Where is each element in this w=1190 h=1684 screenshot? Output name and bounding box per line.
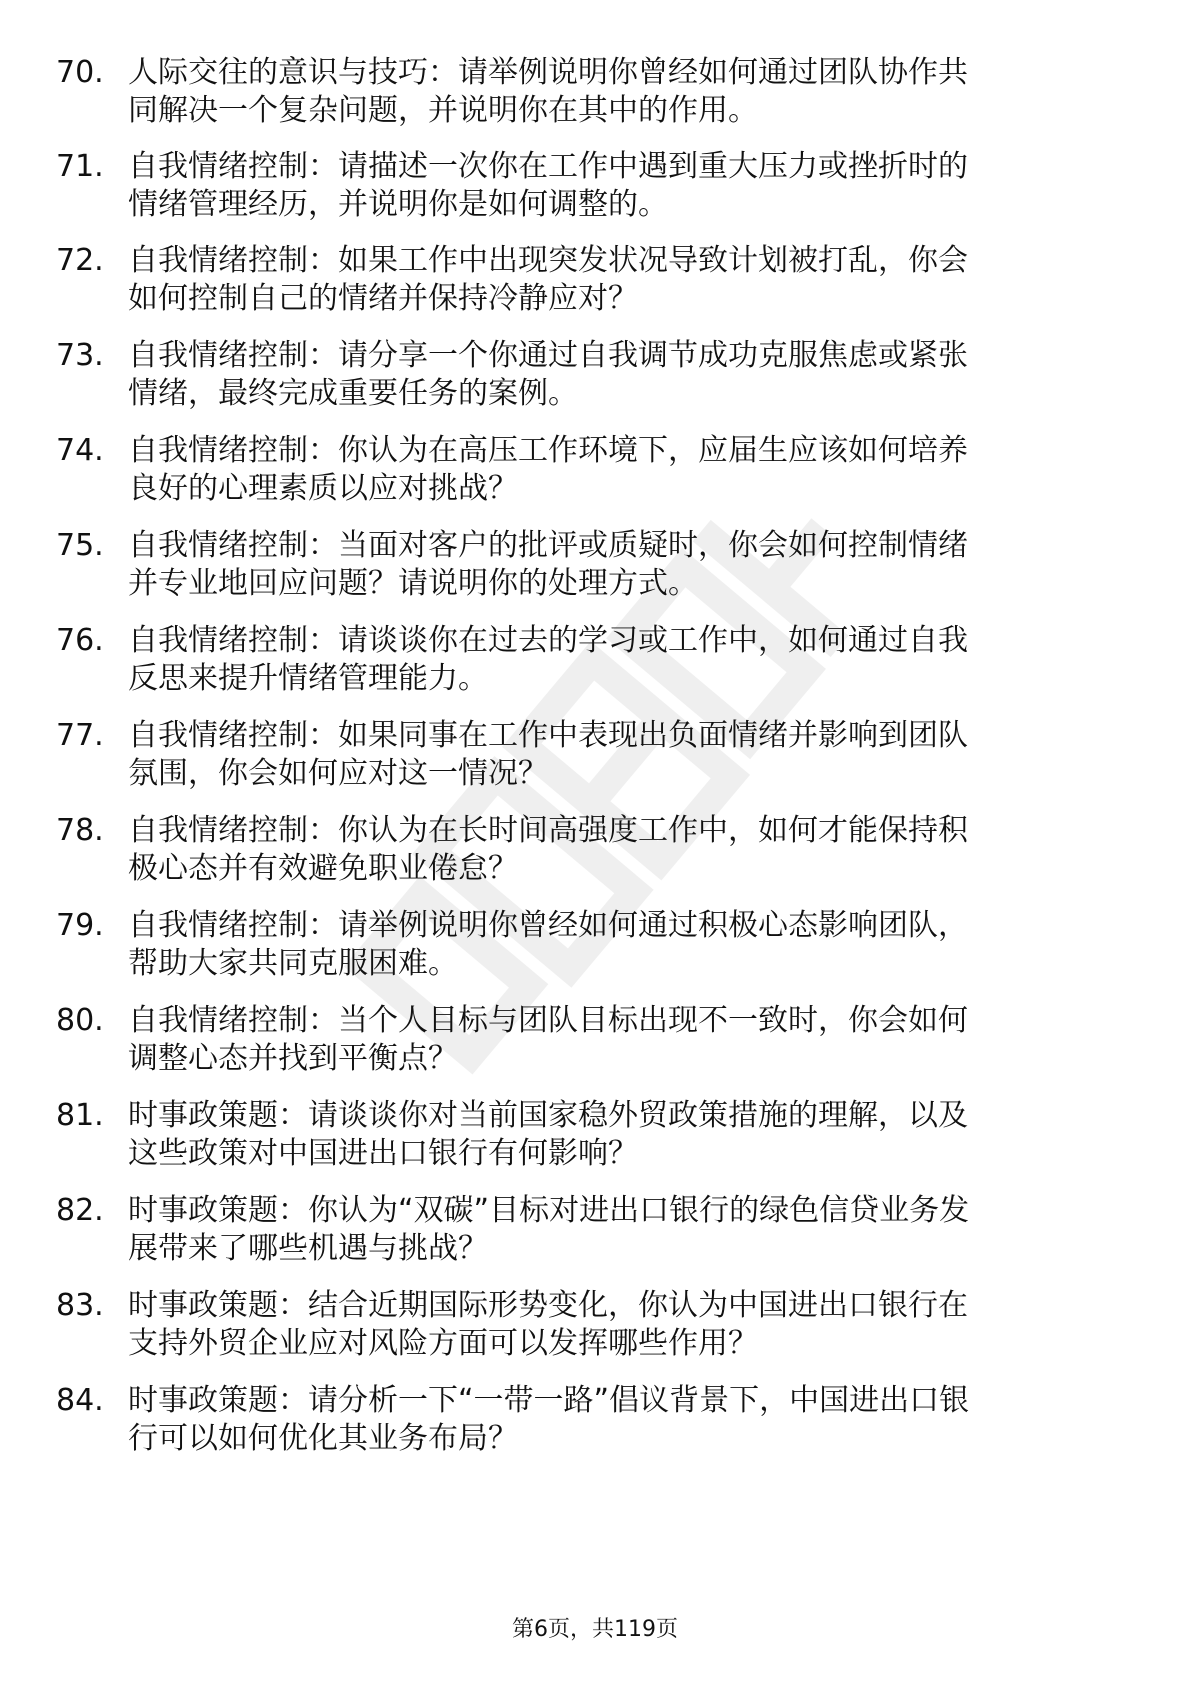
question-text: 时事政策题：结合近期国际形势变化，你认为中国进出口银行在 支持外贸企业应对风险方面可以发挥哪些作用？ bbox=[128, 1288, 968, 1361]
question-number: 78. bbox=[56, 813, 104, 848]
question-text: 人际交往的意识与技巧：请举例说明你曾经如何通过团队协作共 同解决一个复杂问题，并说明你在其中的作用。 bbox=[128, 55, 968, 128]
question-text: 自我情绪控制：你认为在长时间高强度工作中，如何才能保持积 极心态并有效避免职业倦怠？ bbox=[128, 813, 968, 886]
page-number: 第6页，共119页 bbox=[512, 1617, 678, 1642]
question-number: 72. bbox=[56, 243, 104, 278]
question-number: 70. bbox=[56, 55, 104, 90]
question-number: 71. bbox=[56, 149, 104, 184]
question-text: 自我情绪控制：请分享一个你通过自我调节成功克服焦虑或紧张 情绪，最终完成重要任务的案例。 bbox=[128, 338, 968, 411]
question-text: 时事政策题：你认为“双碳”目标对进出口银行的绿色信贷业务发 展带来了哪些机遇与挑战？ bbox=[128, 1193, 970, 1266]
question-number: 84. bbox=[56, 1383, 104, 1418]
question-text: 自我情绪控制：请谈谈你在过去的学习或工作中，如何通过自我 反思来提升情绪管理能力。 bbox=[128, 623, 968, 696]
question-number: 81. bbox=[56, 1098, 104, 1133]
question-number: 74. bbox=[56, 433, 104, 468]
question-text: 自我情绪控制：当个人目标与团队目标出现不一致时，你会如何 调整心态并找到平衡点？ bbox=[128, 1003, 968, 1076]
question-number: 77. bbox=[56, 718, 104, 753]
question-text: 时事政策题：请谈谈你对当前国家稳外贸政策措施的理解，以及 这些政策对中国进出口银行有何影响？ bbox=[128, 1098, 968, 1171]
question-number: 79. bbox=[56, 908, 104, 943]
question-text: 时事政策题：请分析一下“一带一路”倡议背景下，中国进出口银 行可以如何优化其业务布局？ bbox=[128, 1383, 970, 1456]
question-text: 自我情绪控制：当面对客户的批评或质疑时，你会如何控制情绪 并专业地回应问题？请说明你的处理方式。 bbox=[128, 528, 968, 601]
question-number: 73. bbox=[56, 338, 104, 373]
question-number: 80. bbox=[56, 1003, 104, 1038]
question-text: 自我情绪控制：如果同事在工作中表现出负面情绪并影响到团队 氛围，你会如何应对这一情况？ bbox=[128, 718, 968, 791]
question-text: 自我情绪控制：如果工作中出现突发状况导致计划被打乱，你会 如何控制自己的情绪并保持冷静应对？ bbox=[128, 243, 968, 316]
question-text: 自我情绪控制：请举例说明你曾经如何通过积极心态影响团队， 帮助大家共同克服困难。 bbox=[128, 908, 968, 981]
question-number: 76. bbox=[56, 623, 104, 658]
question-number: 75. bbox=[56, 528, 104, 563]
question-text: 自我情绪控制：你认为在高压工作环境下，应届生应该如何培养 良好的心理素质以应对挑战？ bbox=[128, 433, 968, 506]
question-number: 83. bbox=[56, 1288, 104, 1323]
question-text: 自我情绪控制：请描述一次你在工作中遇到重大压力或挫折时的 情绪管理经历，并说明你是如何调整的。 bbox=[128, 149, 968, 222]
question-number: 82. bbox=[56, 1193, 104, 1228]
